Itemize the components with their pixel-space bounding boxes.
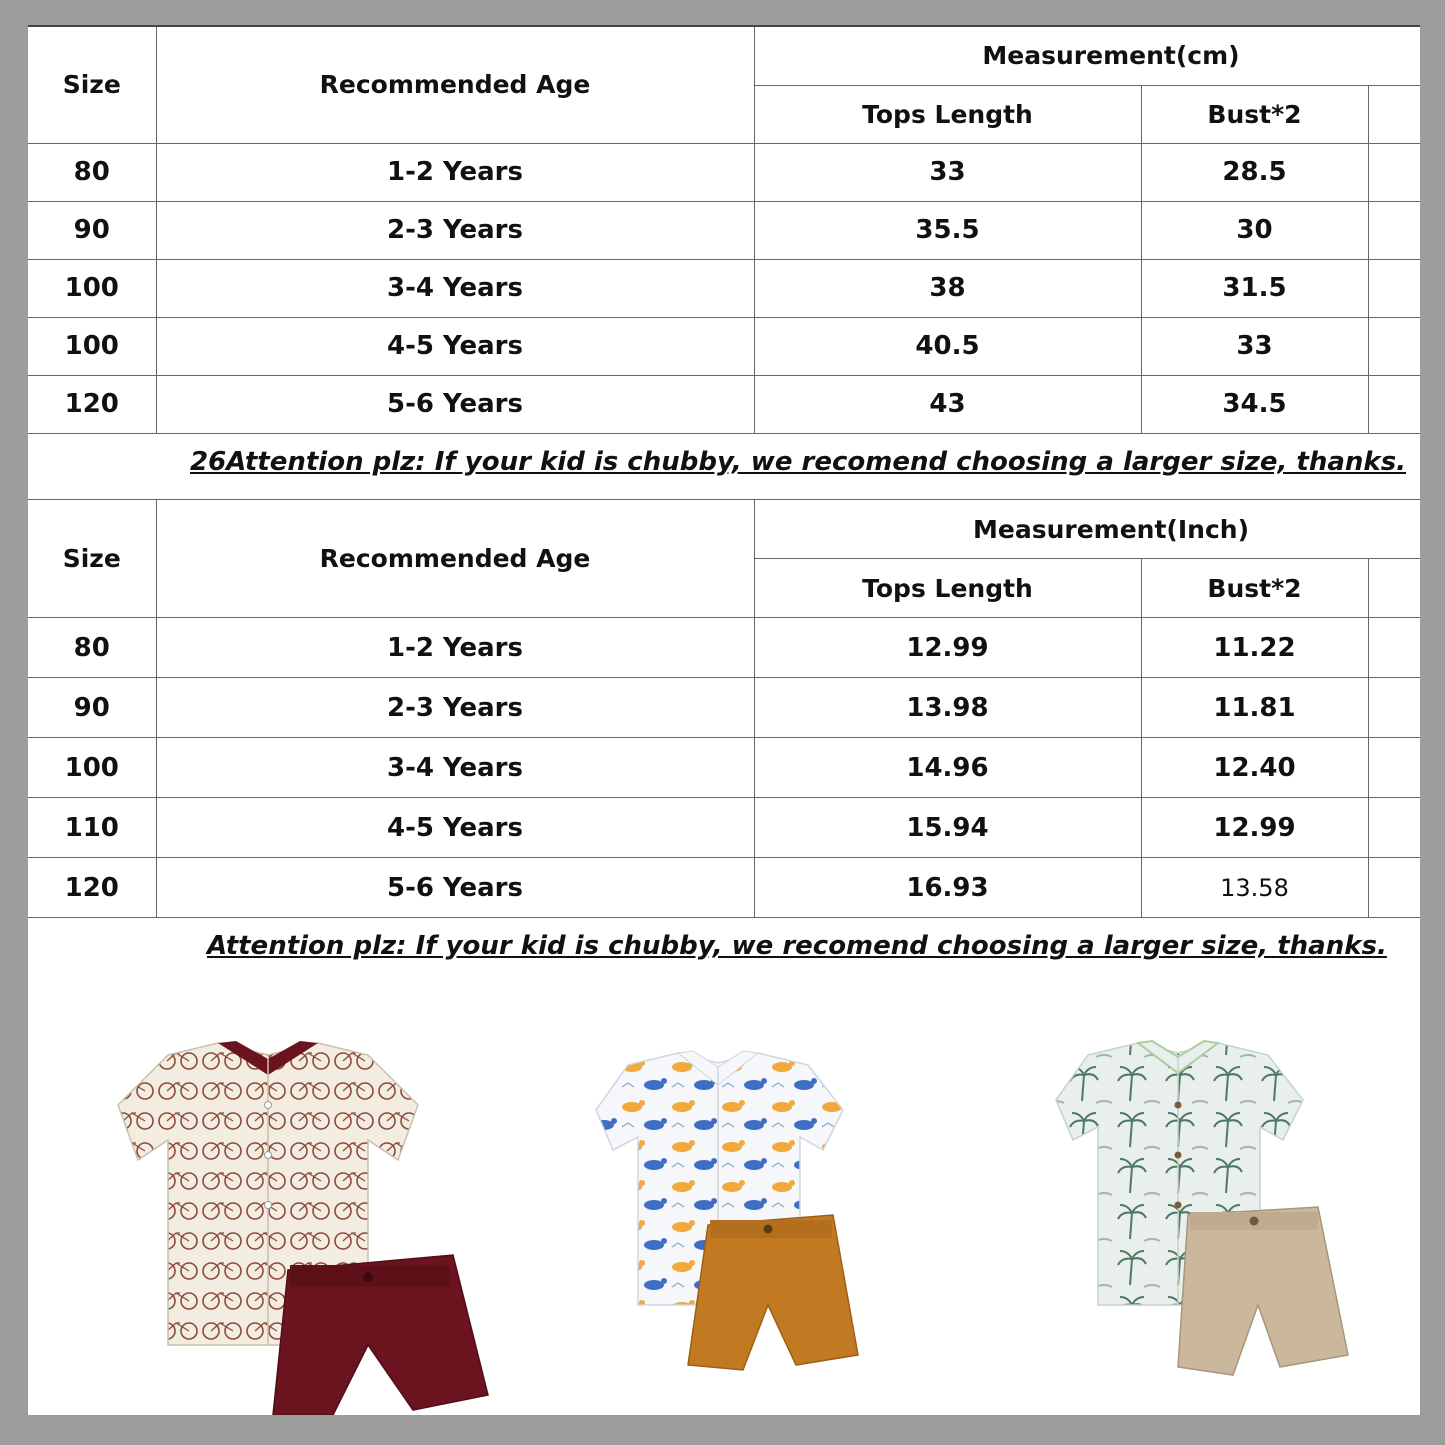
product-photo-dinosaur-outfit [568,1015,898,1415]
attention-note-cm: 26Attention plz: If your kid is chubby, we recomend choosing a larger size, thanks. [190,447,1407,477]
dinosaur-outfit-illustration [568,1015,898,1415]
table-row [28,259,1420,317]
cell-age: 4-5 Years [156,317,754,375]
product-photo-palm-outfit [1018,1015,1378,1415]
cell-size: 90 [28,201,156,259]
size-table-cm [28,27,1420,434]
cell-empty [1368,259,1420,317]
table-row [28,858,1420,918]
header-bust: Bust*2 [1141,85,1368,143]
table-row [28,201,1420,259]
cell-size: 80 [28,618,156,678]
cell-bust: 12.40 [1141,738,1368,798]
attention-note-inch: Attention plz: If your kid is chubby, we recomend choosing a larger size, thanks. [207,931,1387,961]
cell-bust: 33 [1141,317,1368,375]
header-measurement [754,27,1420,85]
cell-size: 80 [28,143,156,201]
header-size: Size [28,500,156,618]
cell-age: 1-2 Years [156,618,754,678]
cell-age: 3-4 Years [156,738,754,798]
size-table-inch [28,499,1420,918]
cell-empty [1368,858,1420,918]
cell-age: 5-6 Years [156,858,754,918]
cell-bust: 34.5 [1141,375,1368,433]
product-photo-bicycle-outfit [68,1015,508,1415]
table-row [28,678,1420,738]
cell-size: 90 [28,678,156,738]
cell-age: 1-2 Years [156,143,754,201]
cell-age: 2-3 Years [156,678,754,738]
cell-size: 120 [28,858,156,918]
cell-empty [1368,143,1420,201]
header-measurement-label: Measurement(cm) [982,41,1240,71]
cell-age: 4-5 Years [156,798,754,858]
header-measurement [754,500,1420,559]
table-header-row [28,27,1420,85]
cell-empty [1368,738,1420,798]
cell-size: 100 [28,259,156,317]
header-tops-length: Tops Length [754,85,1141,143]
cell-size: 110 [28,798,156,858]
table-row [28,798,1420,858]
cell-age: 5-6 Years [156,375,754,433]
table-row [28,738,1420,798]
table-row [28,317,1420,375]
table-row [28,143,1420,201]
cell-empty [1368,201,1420,259]
header-bust: Bust*2 [1141,559,1368,618]
header-age: Recommended Age [156,500,754,618]
header-size: Size [28,27,156,143]
cell-empty [1368,678,1420,738]
cell-size: 100 [28,317,156,375]
cell-tops: 43 [754,375,1141,433]
cell-age: 3-4 Years [156,259,754,317]
cell-bust: 11.81 [1141,678,1368,738]
header-measurement-label: Measurement(Inch) [973,514,1249,544]
table-header-row [28,500,1420,559]
cell-tops: 13.98 [754,678,1141,738]
cell-tops: 38 [754,259,1141,317]
cell-bust: 28.5 [1141,143,1368,201]
cell-bust: 30 [1141,201,1368,259]
cell-bust: 11.22 [1141,618,1368,678]
cell-tops: 33 [754,143,1141,201]
cell-empty [1368,618,1420,678]
cell-empty [1368,317,1420,375]
cell-size: 120 [28,375,156,433]
size-chart-sheet [28,25,1420,1415]
palm-outfit-illustration [1018,1015,1378,1415]
cell-tops: 35.5 [754,201,1141,259]
cell-bust: 12.99 [1141,798,1368,858]
header-empty [1368,85,1420,143]
bicycle-outfit-illustration [68,1015,508,1415]
table-row [28,375,1420,433]
header-empty [1368,559,1420,618]
header-age: Recommended Age [156,27,754,143]
header-tops-length: Tops Length [754,559,1141,618]
cell-tops: 15.94 [754,798,1141,858]
cell-tops: 40.5 [754,317,1141,375]
cell-age: 2-3 Years [156,201,754,259]
table-row [28,618,1420,678]
cell-tops: 12.99 [754,618,1141,678]
cell-size: 100 [28,738,156,798]
cell-bust: 31.5 [1141,259,1368,317]
cell-tops: 16.93 [754,858,1141,918]
cell-empty [1368,375,1420,433]
cell-bust: 13.58 [1141,858,1368,918]
cell-tops: 14.96 [754,738,1141,798]
cell-empty [1368,798,1420,858]
